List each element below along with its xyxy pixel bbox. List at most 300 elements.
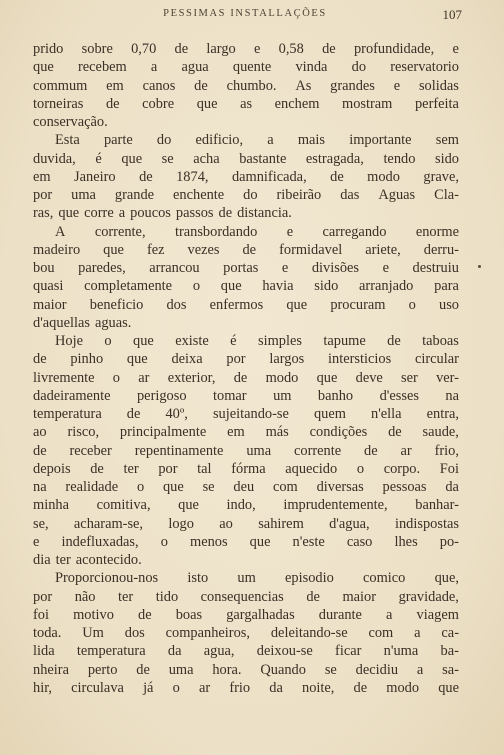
- word: se: [324, 661, 337, 678]
- word: banhar-: [415, 497, 459, 514]
- word: indefluxadas,: [61, 533, 139, 550]
- word: companheiros,: [165, 625, 250, 641]
- word: tapume: [323, 333, 366, 349]
- word: sobre: [81, 41, 113, 57]
- word: de: [242, 241, 257, 258]
- word: se: [161, 150, 174, 167]
- word: parte: [103, 132, 133, 149]
- text-line: [33, 113, 459, 131]
- text-line: [33, 460, 459, 478]
- word: poucos: [130, 205, 171, 222]
- text-line: [33, 478, 459, 496]
- text-line: [33, 369, 459, 387]
- word: já: [143, 679, 154, 696]
- word: noite,: [302, 679, 335, 696]
- word: é: [95, 150, 102, 167]
- word: ter: [55, 552, 71, 568]
- word: logo: [168, 515, 194, 532]
- word: hora.: [212, 661, 242, 678]
- text-line: [33, 588, 459, 606]
- word: e: [382, 260, 389, 276]
- word: tido: [155, 588, 179, 605]
- word: corrente,: [94, 223, 146, 240]
- word: temperatura: [33, 406, 102, 422]
- word: aquecido: [285, 460, 338, 477]
- word: hir,: [33, 679, 53, 696]
- word: que: [316, 369, 338, 386]
- word: aguas.: [94, 314, 132, 331]
- text-line: [33, 533, 459, 551]
- word: corre: [84, 205, 114, 222]
- text-line: [33, 259, 459, 277]
- text-line: [33, 442, 459, 460]
- word: sa-: [442, 661, 459, 678]
- word: formidavel: [279, 241, 343, 258]
- word: nheira: [33, 661, 69, 678]
- word: realidade: [65, 479, 119, 495]
- word: o: [192, 278, 201, 295]
- word: modo: [367, 168, 400, 185]
- word: ficar: [335, 643, 362, 660]
- word: que: [121, 150, 143, 167]
- word: Aguas: [378, 187, 416, 203]
- word: ribeirão: [276, 187, 322, 203]
- word: mostram: [342, 95, 393, 112]
- word: 0,70: [131, 41, 157, 57]
- word: uma: [168, 661, 194, 678]
- word: minha: [33, 497, 69, 514]
- word: principalmente: [119, 424, 207, 441]
- word: grande: [114, 187, 155, 203]
- word: o: [408, 296, 416, 313]
- word: imprudentemente,: [283, 497, 388, 514]
- word: po-: [439, 533, 459, 550]
- text-line: [33, 277, 459, 295]
- word: ba-: [440, 643, 459, 660]
- word: sido: [314, 278, 339, 295]
- word: sujeitando-se: [212, 406, 289, 422]
- word: destruiu: [412, 260, 459, 276]
- word: havia: [262, 278, 294, 295]
- word: o: [112, 369, 120, 386]
- word: 0,58: [278, 41, 304, 57]
- word: e: [286, 223, 294, 240]
- word: d'aquellas: [33, 314, 90, 331]
- word: o: [172, 679, 180, 696]
- word: de: [322, 41, 336, 57]
- word: acontecido.: [75, 552, 142, 568]
- word: na: [445, 387, 459, 404]
- word: corpo.: [383, 460, 421, 477]
- word: enchente: [173, 187, 225, 203]
- word: passos: [175, 205, 214, 222]
- word: deixa: [171, 351, 203, 368]
- word: ao: [219, 515, 233, 532]
- word: beneficio: [89, 296, 144, 313]
- word: procuram: [330, 296, 386, 313]
- word: perigoso: [136, 387, 187, 404]
- word: de: [126, 406, 141, 422]
- word: Quando: [260, 661, 306, 678]
- word: enchem: [274, 95, 320, 112]
- word: carregando: [322, 223, 387, 240]
- word: de: [139, 168, 153, 185]
- word: da: [445, 479, 459, 495]
- word: bou: [33, 260, 55, 276]
- word: completamente: [84, 278, 173, 295]
- word: das: [340, 187, 360, 203]
- word: por: [33, 187, 53, 203]
- word: mais: [297, 132, 326, 149]
- word: se,: [33, 515, 49, 532]
- word: vinda: [295, 59, 328, 76]
- word: por: [33, 588, 53, 605]
- word: reservatorio: [390, 59, 459, 76]
- body-text: [33, 40, 459, 697]
- word: ter: [123, 460, 139, 477]
- word: largo: [206, 41, 236, 57]
- word: damnificada,: [231, 168, 307, 185]
- word: n'uma: [383, 643, 419, 660]
- word: d'agua,: [329, 515, 370, 532]
- word: d'esses: [379, 387, 419, 404]
- word: a: [267, 132, 274, 149]
- word: gargalhadas: [226, 606, 295, 623]
- word: de: [90, 460, 104, 477]
- word: o: [356, 460, 365, 477]
- word: que: [438, 679, 459, 696]
- word: quente: [232, 59, 272, 76]
- word: de: [353, 679, 368, 696]
- word: circulava: [71, 679, 124, 696]
- word: ao: [33, 424, 47, 441]
- word: divisões: [311, 260, 360, 276]
- word: madeiro: [33, 241, 81, 258]
- word: quasi: [33, 278, 64, 295]
- word: deixou-se: [256, 643, 313, 660]
- word: boas: [175, 606, 203, 623]
- word: arranjado: [359, 278, 414, 295]
- word: vezes: [187, 241, 220, 258]
- word: comitiva,: [96, 497, 151, 514]
- word: e: [33, 533, 40, 550]
- text-line: [33, 423, 459, 441]
- word: do: [351, 59, 367, 76]
- word: que: [286, 296, 308, 313]
- word: más: [265, 424, 289, 441]
- word: Um: [82, 625, 104, 641]
- text-line: [33, 624, 459, 642]
- word: 1874,: [176, 168, 209, 185]
- word: n'este: [292, 533, 325, 550]
- word: deve: [355, 369, 383, 386]
- word: circular: [414, 351, 459, 368]
- word: condições: [309, 424, 368, 441]
- word: ar: [138, 369, 150, 386]
- word: a: [416, 661, 424, 678]
- word: por: [158, 460, 178, 477]
- text-line: [33, 387, 459, 405]
- word: tomar: [213, 387, 247, 404]
- word: motivo: [73, 606, 114, 623]
- word: deleitando-se: [270, 625, 348, 641]
- page-header: [28, 8, 462, 28]
- word: de: [306, 588, 320, 605]
- word: fez: [146, 241, 165, 258]
- word: e: [253, 41, 261, 57]
- word: exterior,: [167, 369, 216, 386]
- text-line: [33, 661, 459, 679]
- running-title: PESSIMAS INSTALLAÇÕES: [163, 8, 327, 19]
- word: bastante: [239, 150, 287, 167]
- word: dos: [124, 625, 145, 641]
- word: deu: [233, 479, 255, 495]
- word: em: [106, 77, 124, 94]
- word: pinho: [70, 351, 104, 368]
- word: de: [138, 606, 152, 623]
- word: um: [273, 387, 292, 404]
- text-line: [33, 551, 459, 569]
- word: sem: [435, 132, 459, 149]
- word: acha: [193, 150, 220, 167]
- word: da: [167, 643, 182, 660]
- word: um: [237, 570, 256, 587]
- word: foi: [33, 606, 49, 623]
- word: perfeita: [414, 95, 459, 112]
- text-line: [33, 314, 459, 332]
- word: grave,: [423, 168, 459, 185]
- text-line: [33, 405, 459, 423]
- text-line: [33, 95, 459, 113]
- word: frio,: [434, 442, 459, 459]
- word: frio: [229, 679, 251, 696]
- word: dos: [166, 296, 187, 313]
- word: risco,: [67, 424, 100, 441]
- text-line: [33, 606, 459, 624]
- word: o: [160, 533, 168, 550]
- word: a: [150, 59, 158, 76]
- word: a: [386, 606, 393, 623]
- text-line: [33, 168, 459, 186]
- word: pessoas: [382, 479, 427, 495]
- word: simples: [257, 333, 302, 349]
- word: de: [233, 369, 248, 386]
- word: de: [33, 442, 47, 459]
- word: portas: [223, 260, 259, 276]
- word: do: [243, 187, 258, 203]
- word: solidas: [418, 77, 459, 94]
- word: corrente: [293, 442, 342, 459]
- word: perto: [87, 661, 118, 678]
- word: da: [269, 679, 283, 696]
- word: arrancou: [149, 260, 200, 276]
- word: e: [281, 260, 289, 276]
- text-line: [33, 58, 459, 76]
- word: commum: [33, 77, 88, 94]
- word: gravidade,: [398, 588, 459, 605]
- word: agua: [181, 59, 209, 76]
- word: tendo: [383, 150, 416, 167]
- word: ar: [400, 442, 412, 459]
- word: modo: [265, 369, 299, 386]
- word: temperatura: [76, 643, 146, 660]
- word: é: [230, 333, 237, 349]
- word: repentinamente: [134, 442, 224, 459]
- word: dadeiramente: [33, 387, 111, 404]
- word: derru-: [423, 241, 459, 258]
- word: de: [218, 205, 233, 222]
- word: transbordando: [174, 223, 258, 240]
- word: maior: [33, 296, 67, 313]
- word: duvida,: [33, 150, 76, 167]
- word: ar: [198, 679, 211, 696]
- word: Foi: [439, 460, 459, 477]
- text-line: [33, 332, 459, 350]
- word: que: [249, 533, 271, 550]
- word: saude,: [422, 424, 459, 441]
- word: que,: [434, 570, 459, 587]
- word: diversas: [316, 479, 364, 495]
- word: n'ella: [371, 406, 402, 422]
- word: edificio,: [195, 132, 244, 149]
- word: que: [162, 479, 184, 495]
- word: ca-: [441, 625, 459, 641]
- word: para: [434, 278, 459, 295]
- word: sahirem: [258, 515, 304, 532]
- word: de: [387, 333, 401, 349]
- word: distancia.: [237, 205, 292, 222]
- word: modo: [386, 679, 420, 696]
- word: que: [103, 241, 124, 258]
- word: menos: [190, 533, 228, 550]
- word: do: [156, 132, 172, 149]
- word: de: [388, 424, 402, 441]
- word: As: [295, 77, 312, 94]
- word: dia: [33, 552, 51, 568]
- word: enfermos: [209, 296, 264, 313]
- word: decidiu: [355, 661, 399, 678]
- word: de: [194, 77, 208, 94]
- word: que: [196, 95, 218, 112]
- word: tal: [197, 460, 212, 477]
- word: chumbo.: [226, 77, 277, 94]
- word: durante: [318, 606, 362, 623]
- word: paredes,: [78, 260, 126, 276]
- word: se: [202, 479, 215, 495]
- word: uma: [246, 442, 272, 459]
- word: lhes: [394, 533, 418, 550]
- text-line: [33, 296, 459, 314]
- text-line: [33, 204, 459, 222]
- text-line: [33, 131, 459, 149]
- word: largos: [269, 351, 305, 368]
- word: o: [136, 479, 145, 495]
- word: e: [393, 77, 401, 94]
- word: toda.: [33, 625, 62, 641]
- word: agua,: [203, 643, 235, 660]
- word: Esta: [55, 132, 80, 149]
- text-line: [33, 515, 459, 533]
- print-speck: [478, 265, 481, 268]
- text-line: [33, 40, 459, 58]
- word: recebem: [77, 59, 127, 76]
- text-line: [33, 642, 459, 660]
- word: estragada,: [305, 150, 364, 167]
- word: as: [240, 95, 253, 112]
- word: ras,: [33, 205, 54, 222]
- word: o: [104, 333, 112, 349]
- word: existe: [175, 333, 209, 349]
- word: Cla-: [434, 187, 459, 203]
- word: banho: [317, 387, 354, 404]
- word: importante: [349, 132, 412, 149]
- word: cobre: [142, 95, 175, 112]
- word: viagem: [416, 606, 459, 623]
- word: de: [174, 41, 189, 57]
- word: taboas: [422, 333, 459, 349]
- word: que: [133, 333, 154, 349]
- page-number: 107: [442, 7, 462, 22]
- word: de: [136, 661, 150, 678]
- word: e: [452, 41, 459, 57]
- word: que: [58, 205, 80, 222]
- word: em: [227, 424, 245, 441]
- word: Janeiro: [74, 168, 116, 185]
- word: em: [33, 168, 51, 185]
- word: que: [33, 59, 54, 76]
- text-line: [33, 350, 459, 368]
- word: ser: [401, 369, 418, 386]
- text-line: [33, 150, 459, 168]
- word: ariete,: [365, 241, 401, 258]
- word: de: [330, 168, 344, 185]
- word: A: [55, 223, 66, 240]
- word: torneiras: [33, 95, 84, 112]
- word: de: [33, 351, 47, 368]
- word: lida: [33, 643, 55, 660]
- word: maior: [342, 588, 377, 605]
- word: consequencias: [200, 588, 284, 605]
- word: isto: [187, 570, 209, 587]
- word: de: [105, 95, 120, 112]
- text-line: [33, 679, 459, 697]
- word: profundidade,: [353, 41, 435, 57]
- word: sido: [435, 150, 459, 167]
- word: comico: [363, 570, 406, 587]
- word: enorme: [415, 223, 459, 240]
- word: fórma: [231, 460, 266, 477]
- word: que: [220, 278, 242, 295]
- word: caso: [346, 533, 373, 550]
- word: que: [126, 351, 148, 368]
- word: na: [33, 479, 47, 495]
- word: grandes: [330, 77, 375, 94]
- word: por: [226, 351, 246, 368]
- word: 40º,: [165, 406, 188, 422]
- word: prido: [33, 41, 64, 57]
- text-line: [33, 186, 459, 204]
- word: livremente: [33, 369, 95, 386]
- word: episodio: [285, 570, 334, 587]
- word: intersticios: [328, 351, 392, 368]
- word: entra,: [426, 406, 459, 422]
- word: não: [74, 588, 96, 605]
- word: canos: [142, 77, 176, 94]
- text-line: [33, 496, 459, 514]
- word: quem: [313, 406, 346, 422]
- text-line: [33, 223, 459, 241]
- word: indo,: [226, 497, 256, 514]
